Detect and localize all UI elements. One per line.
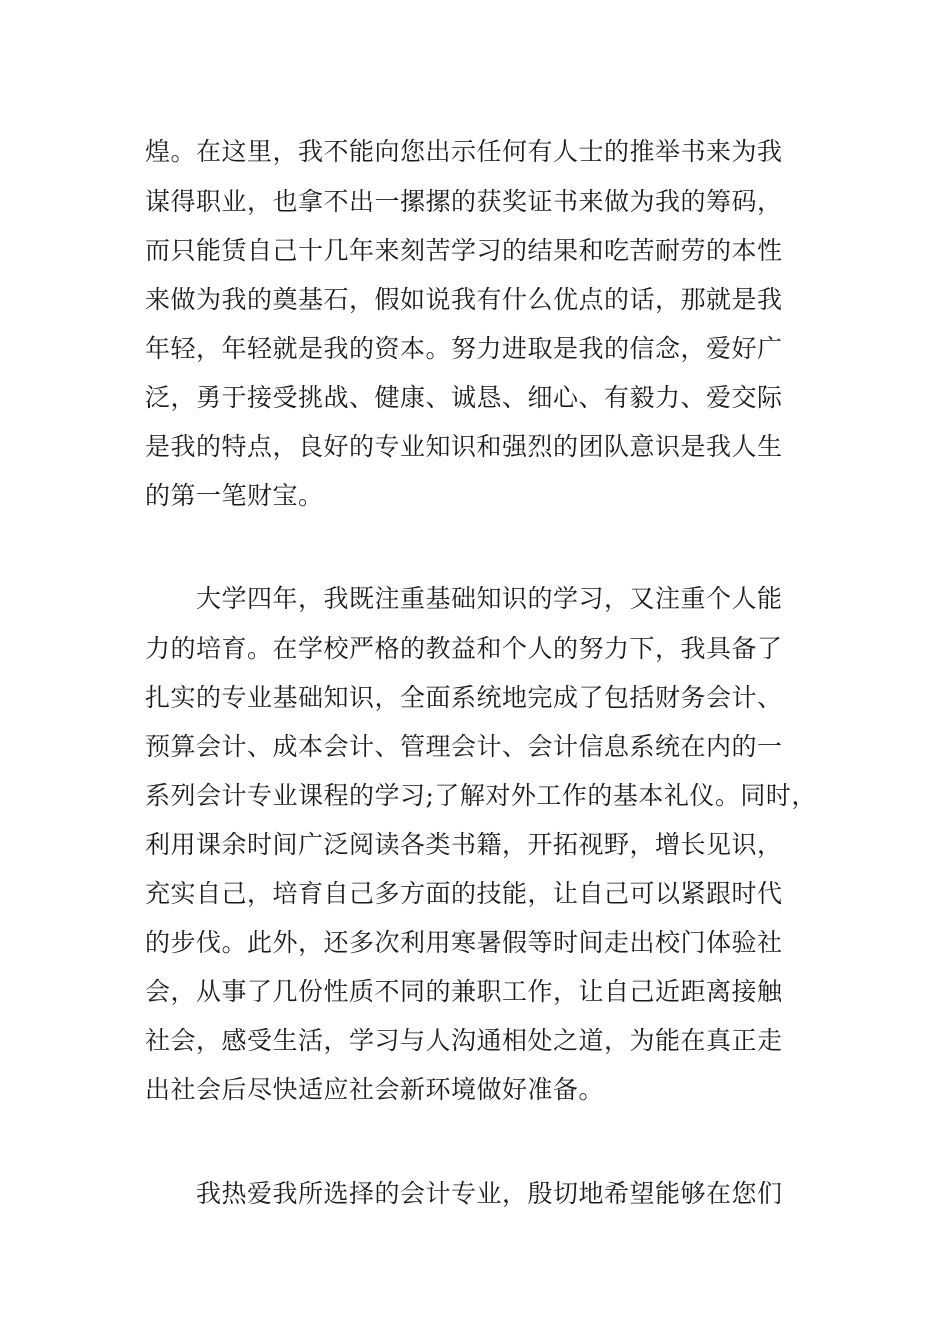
text-line: 年轻，年轻就是我的资本。努力进取是我的信念，爱好广 xyxy=(145,334,783,363)
text-line: 预算会计、成本会计、管理会计、会计信息系统在内的一 xyxy=(145,732,783,761)
text-line: 系列会计专业课程的学习;了解对外工作的基本礼仪。同时， xyxy=(145,781,817,810)
text-line: 会，从事了几份性质不同的兼职工作，让自己近距离接触 xyxy=(145,977,783,1006)
text-line: 社会，感受生活，学习与人沟通相处之道，为能在真正走 xyxy=(145,1026,783,1055)
text-line: 利用课余时间广泛阅读各类书籍，开拓视野，增长见识， xyxy=(145,830,783,859)
text-line: 力的培育。在学校严格的教益和个人的努力下，我具备了 xyxy=(145,634,783,663)
text-line: 的步伐。此外，还多次利用寒暑假等时间走出校门体验社 xyxy=(145,928,783,957)
text-line: 出社会后尽快适应社会新环境做好准备。 xyxy=(145,1075,605,1104)
text-line: 煌。在这里，我不能向您出示任何有人士的推举书来为我 xyxy=(145,137,783,166)
text-line: 扎实的专业基础知识，全面系统地完成了包括财务会计、 xyxy=(145,683,783,712)
text-line: 是我的特点，良好的专业知识和强烈的团队意识是我人生 xyxy=(145,432,783,461)
text-line: 我热爱我所选择的会计专业，殷切地希望能够在您们 xyxy=(196,1179,783,1208)
text-line: 大学四年，我既注重基础知识的学习，又注重个人能 xyxy=(196,584,783,613)
text-line: 泛，勇于接受挑战、健康、诚恳、细心、有毅力、爱交际 xyxy=(145,383,783,412)
text-line: 充实自己，培育自己多方面的技能，让自己可以紧跟时代 xyxy=(145,879,783,908)
text-line: 的第一笔财宝。 xyxy=(145,481,324,510)
text-line: 来做为我的奠基石，假如说我有什么优点的话，那就是我 xyxy=(145,285,783,314)
text-line: 谋得职业，也拿不出一摞摞的获奖证书来做为我的筹码， xyxy=(145,187,783,216)
text-line: 而只能赁自己十几年来刻苦学习的结果和吃苦耐劳的本性 xyxy=(145,236,783,265)
